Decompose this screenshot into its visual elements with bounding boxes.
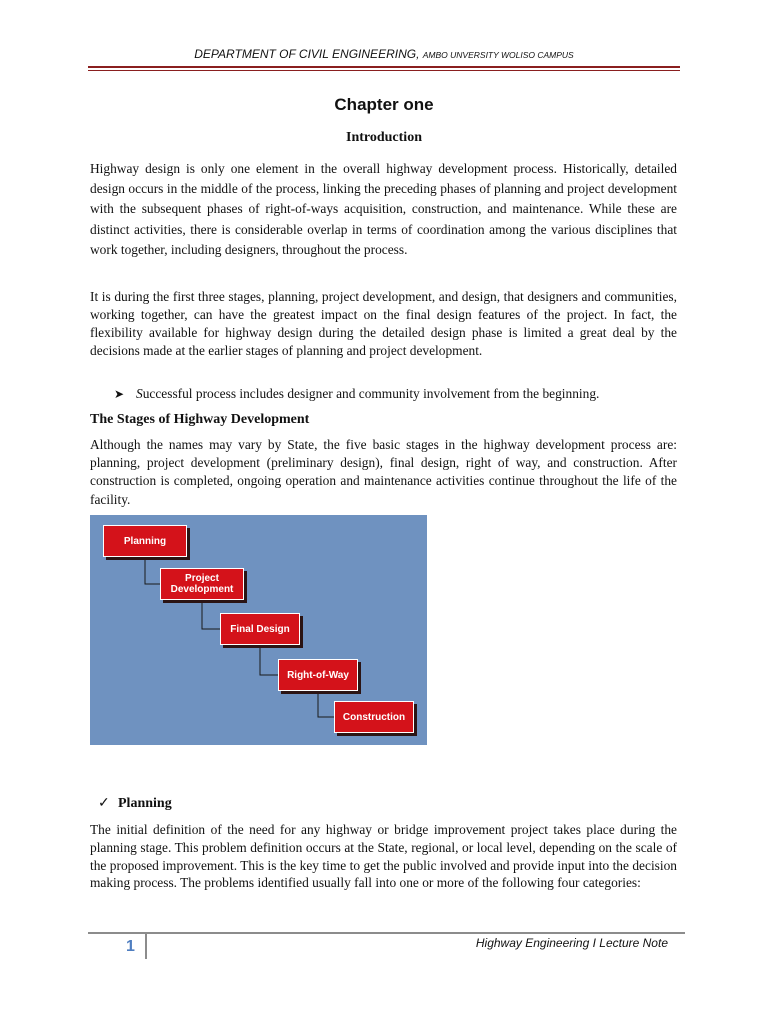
stages-intro-paragraph: Although the names may vary by State, the five basic stages in the highway development process are: planning, project development (preliminary design), final design, right of way, and construction. After construction is completed, ongoing operation and maintenance activities continue throughout the life of the facility. bbox=[90, 437, 677, 507]
stage-box-right-of-way bbox=[278, 659, 358, 691]
bullet-first-letter: S bbox=[136, 386, 143, 401]
stage-box-planning bbox=[103, 525, 187, 557]
planning-paragraph: The initial definition of the need for any highway or bridge improvement project takes place during the planning stage. This problem definition occurs at the State, regional, or local level, depending on the scale of the proposed improvement. This is the key time to get the public involved and provide input into the decision making process. The problems identified usually fall into one or more of the following four categories: bbox=[90, 822, 677, 891]
header-rule-thin bbox=[88, 70, 680, 71]
page-header bbox=[0, 47, 768, 61]
stage-label: Right-of-Way bbox=[287, 669, 349, 681]
stage-label: Final Design bbox=[230, 623, 290, 635]
planning-heading bbox=[98, 795, 172, 812]
stage-label: Project bbox=[185, 573, 219, 584]
stages-figure bbox=[90, 515, 427, 745]
header-rule bbox=[88, 66, 680, 68]
bullet-item bbox=[114, 386, 599, 402]
stage-box-project-development bbox=[160, 568, 244, 600]
bullet-text: uccessful process includes designer and community involvement from the beginning. bbox=[142, 386, 600, 401]
header-campus: AMBO UNVERSITY WOLISO CAMPUS bbox=[422, 50, 574, 60]
footer-title: Highway Engineering I Lecture Note bbox=[475, 936, 668, 950]
chapter-title: Chapter one bbox=[334, 95, 434, 114]
stage-box-construction bbox=[334, 701, 414, 733]
stage-label: Planning bbox=[123, 535, 167, 547]
arrow-bullet-icon: ➤ bbox=[114, 387, 125, 401]
footer-rule bbox=[88, 932, 685, 934]
connector-2 bbox=[202, 600, 220, 629]
intro-paragraph: Highway design is only one element in the overall highway development process. Historically, detailed design occurs in the middle of the process, linking the preceding phases of planning and project development with the subsequent phases of right-of-ways acquisition, construction, and maintenance. While these are distinct activities, there is considerable overlap in terms of coordination among the various disciplines that work together, including designers, throughout the process. bbox=[90, 161, 677, 257]
stage-label-line2: Development bbox=[170, 584, 234, 595]
planning-heading-text: Planning bbox=[118, 796, 172, 811]
stages-heading: The Stages of Highway Development bbox=[90, 412, 310, 427]
header-department: DEPARTMENT OF CIVIL ENGINEERING, bbox=[194, 47, 420, 61]
stages-impact-paragraph: It is during the first three stages, planning, project development, and design, that designers and communities, working together, can have the greatest impact on the final design features of the project. In fact, the flexibility available for highway design during the detailed design phase is limited a great deal by the decisions made at the earlier stages of planning and project development. bbox=[90, 289, 677, 359]
stage-label: Construction bbox=[342, 711, 406, 723]
page-number: 1 bbox=[126, 938, 135, 955]
section-title: Introduction bbox=[346, 130, 422, 145]
footer-separator bbox=[145, 934, 147, 959]
checkmark-icon: ✓ bbox=[98, 796, 110, 811]
connector-1 bbox=[145, 557, 160, 584]
connector-4 bbox=[318, 691, 334, 717]
stage-box-final-design bbox=[220, 613, 300, 645]
connector-3 bbox=[260, 645, 278, 675]
